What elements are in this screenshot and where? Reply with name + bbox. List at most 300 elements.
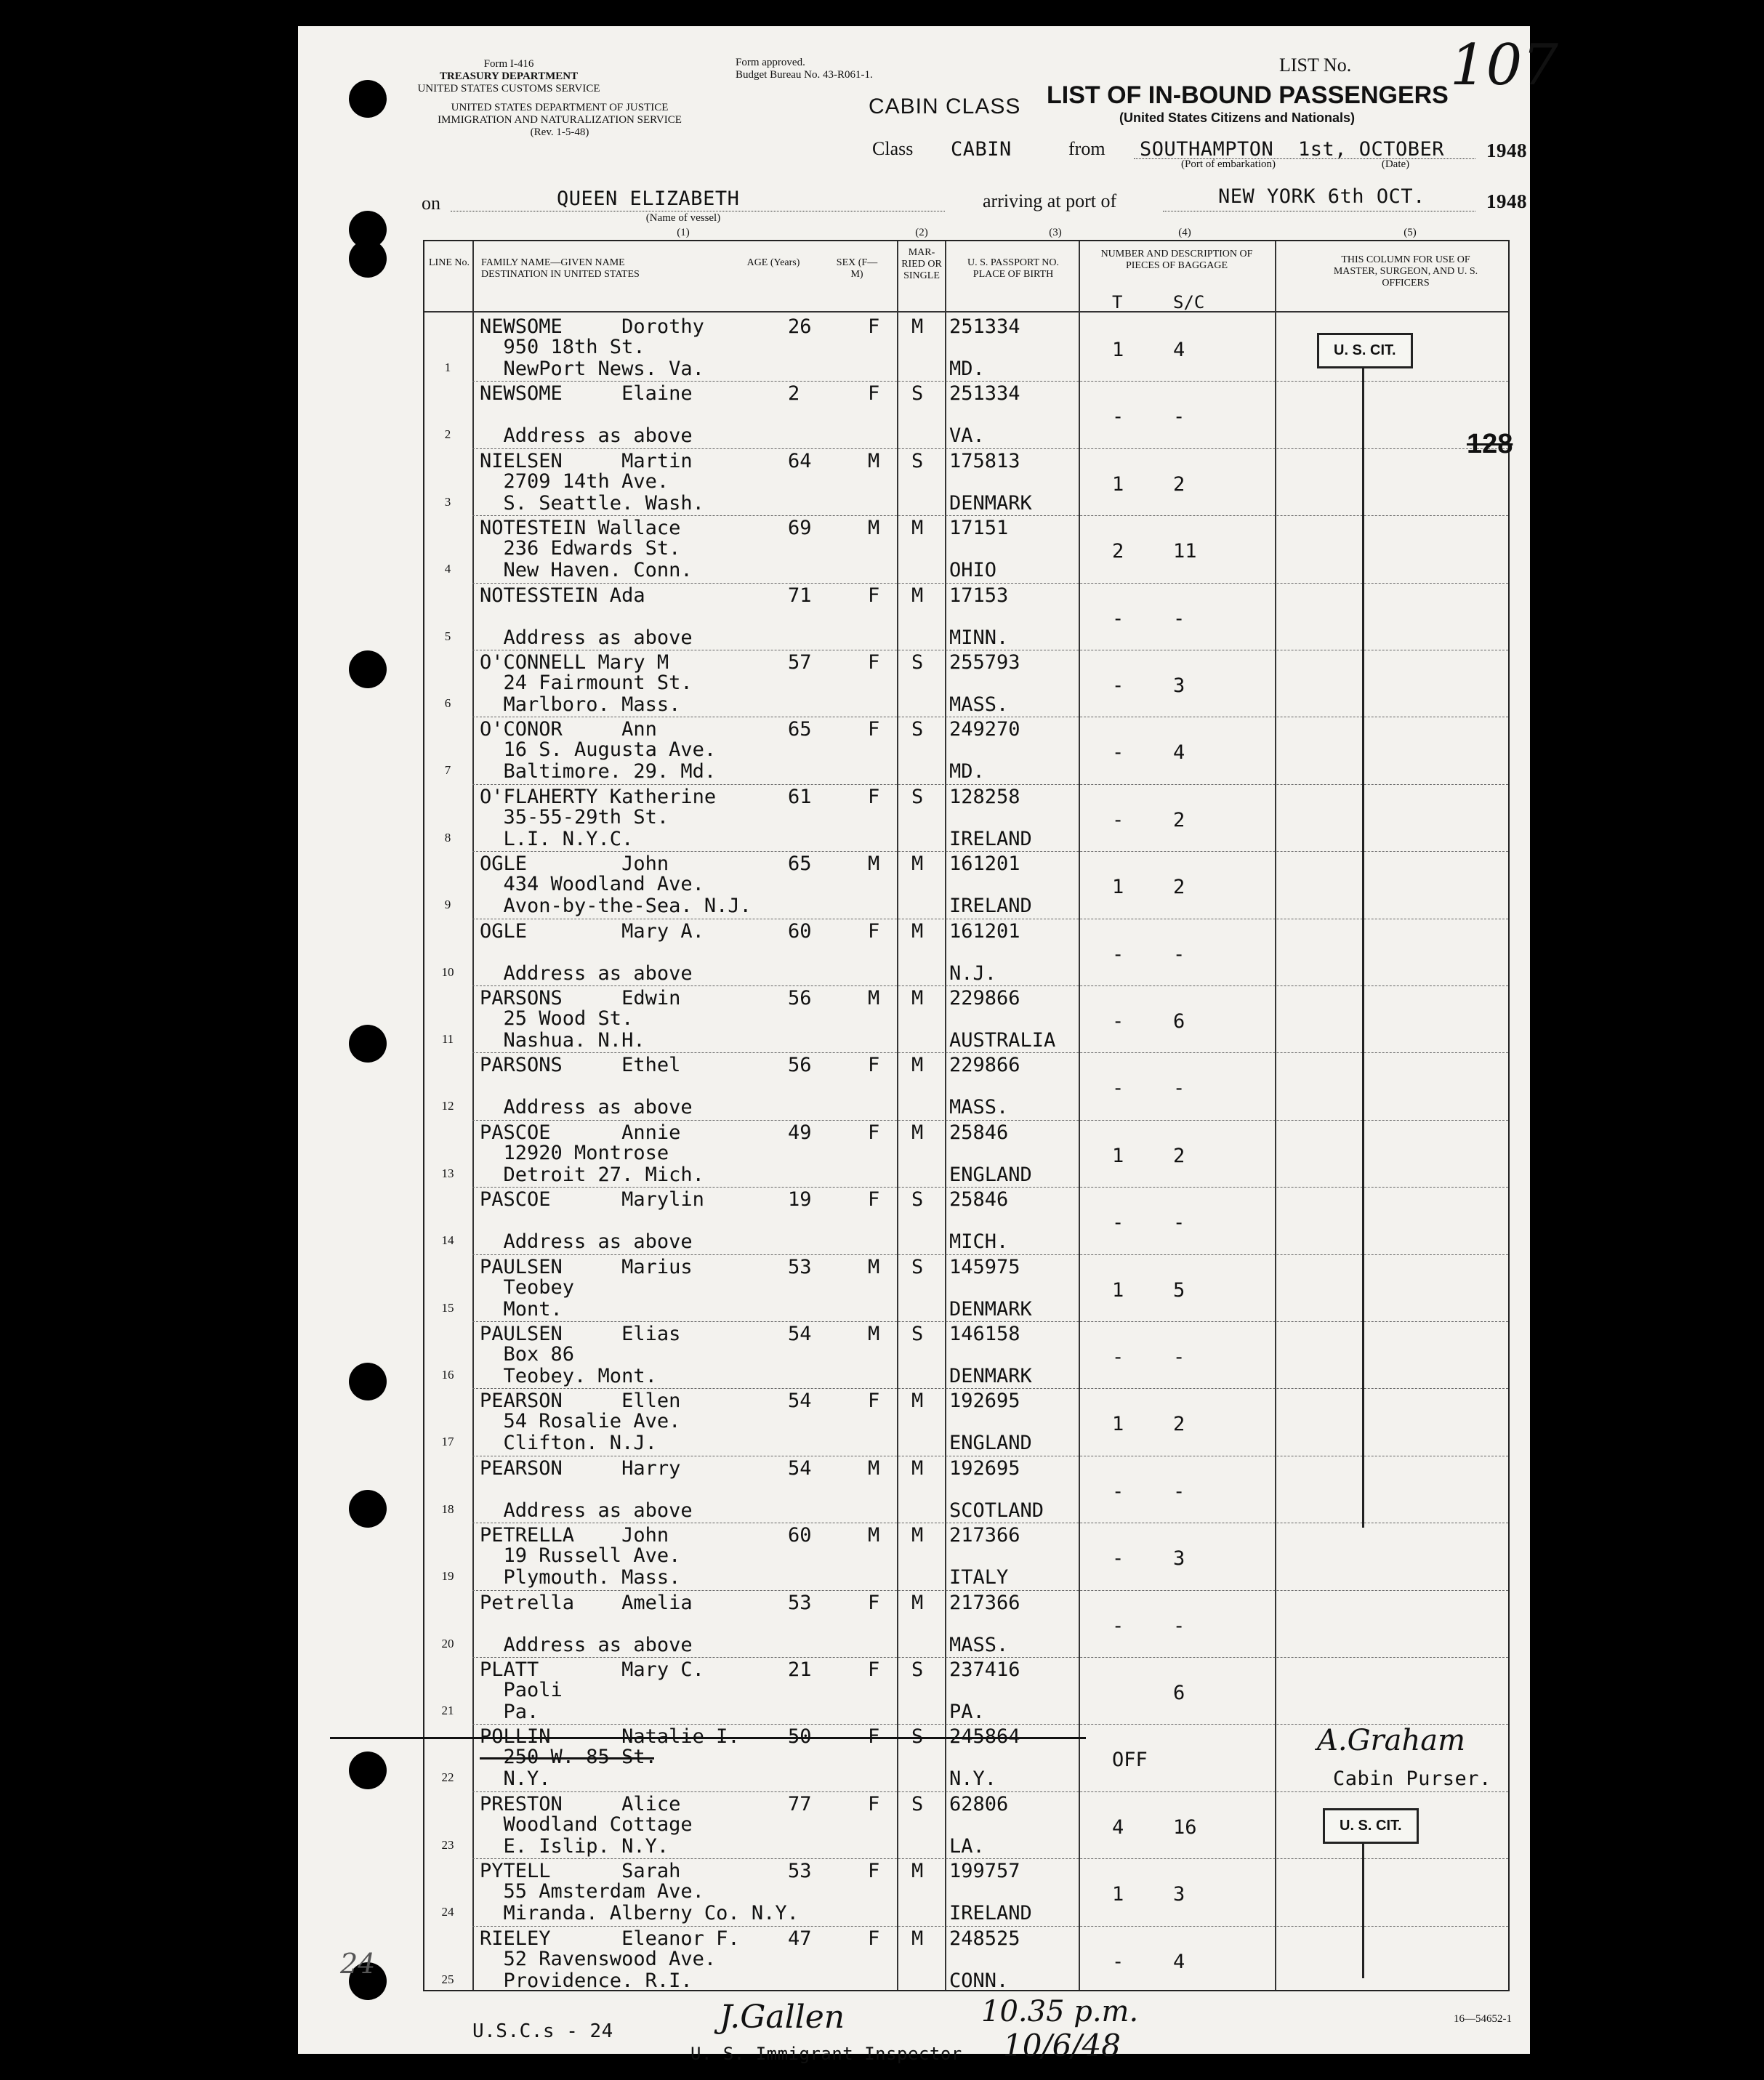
table-row — [424, 1254, 1508, 1321]
address-line-2: Avon-by-the-Sea. N.J. — [480, 895, 752, 918]
place-of-birth: OHIO — [949, 559, 997, 582]
age: 54 — [788, 1456, 812, 1480]
age: 54 — [788, 1323, 812, 1345]
marital-status: M — [911, 852, 924, 876]
address-line-2: Baltimore. 29. Md. — [480, 760, 717, 783]
address-line-1: 236 Edwards St. — [480, 537, 681, 560]
baggage-trunks: - — [1112, 741, 1124, 765]
strike-through — [480, 1757, 654, 1759]
passport-number: 251334 — [949, 382, 1020, 406]
table-row — [424, 1590, 1508, 1657]
address-line-2: Address as above — [480, 962, 693, 985]
purser-signature: A.Graham — [1317, 1724, 1466, 1757]
age: 71 — [788, 584, 812, 607]
place-of-birth: MICH. — [949, 1230, 1009, 1254]
line-number: 9 — [444, 898, 451, 912]
passenger-name: PAULSEN Elias — [480, 1323, 681, 1345]
col-baggage-sc: S/C — [1173, 292, 1205, 313]
revision: (Rev. 1-5-48) — [530, 126, 589, 138]
address-line-2: Providence. R.I. — [480, 1969, 693, 1992]
passport-number: 237416 — [949, 1658, 1020, 1681]
place-of-birth: PA. — [949, 1701, 985, 1723]
passenger-name: OGLE John — [480, 852, 669, 876]
col-name: FAMILY NAME—GIVEN NAME DESTINATION IN UNITED STATES — [481, 257, 640, 280]
passport-number: 251334 — [949, 315, 1020, 338]
col-baggage: NUMBER AND DESCRIPTION OF PIECES OF BAGGAGE — [1100, 249, 1253, 271]
marital-status: S — [911, 449, 924, 472]
sex: F — [868, 584, 880, 607]
marital-status: S — [911, 718, 924, 741]
address-line-2: N.Y. — [480, 1767, 551, 1791]
sex: M — [868, 449, 880, 472]
address-line-1: 35-55-29th St. — [480, 805, 669, 829]
sex: F — [868, 1054, 880, 1077]
inspector-signature: J.Gallen — [720, 1999, 845, 2036]
marital-status: M — [911, 1456, 924, 1480]
address-line-1: 950 18th St. — [480, 336, 645, 358]
baggage-suitcases: 3 — [1173, 1547, 1185, 1571]
punch-hole — [349, 1025, 387, 1063]
table-row — [424, 1388, 1508, 1455]
age: 2 — [788, 382, 800, 406]
passport-number: 249270 — [949, 718, 1020, 741]
passenger-name: Petrella Amelia — [480, 1591, 693, 1614]
citizen-bracket-line — [1362, 1826, 1364, 1978]
address-line-1: 24 Fairmount St. — [480, 672, 693, 694]
sex: F — [868, 382, 880, 406]
address-line-2: S. Seattle. Wash. — [480, 491, 704, 515]
col-age: AGE (Years) — [746, 257, 800, 268]
sex: F — [868, 1390, 880, 1413]
baggage-suitcases: - — [1173, 1480, 1185, 1503]
baggage-trunks: - — [1112, 674, 1124, 697]
header-rule — [424, 311, 1508, 313]
passenger-name: POLLIN Natalie I. — [480, 1725, 740, 1749]
baggage-suitcases: - — [1173, 1077, 1185, 1100]
age: 57 — [788, 651, 812, 674]
passenger-name: PRESTON Alice — [480, 1792, 681, 1815]
marital-status: M — [911, 315, 924, 338]
age: 69 — [788, 517, 812, 540]
baggage-trunks: 1 — [1112, 1883, 1124, 1906]
sex: F — [868, 1188, 880, 1212]
col-num-4: (4) — [1178, 227, 1191, 238]
port-of-embarkation: SOUTHAMPTON — [1140, 138, 1274, 161]
table-row — [424, 1456, 1508, 1523]
passenger-name: NEWSOME Elaine — [480, 382, 693, 406]
passenger-name: O'CONOR Ann — [480, 718, 657, 741]
baggage-suitcases: 2 — [1173, 876, 1185, 899]
place-of-birth: IRELAND — [949, 827, 1032, 850]
passport-number: 17151 — [949, 517, 1009, 540]
place-of-birth: DENMARK — [949, 1297, 1032, 1321]
sex: M — [868, 1456, 880, 1480]
baggage-trunks: - — [1112, 406, 1124, 429]
baggage-trunks: - — [1112, 1614, 1124, 1637]
passport-number: 175813 — [949, 449, 1020, 472]
address-line-1: 2709 14th Ave. — [480, 469, 669, 493]
address-line-1: 25 Wood St. — [480, 1007, 634, 1030]
table-row — [424, 717, 1508, 783]
line-number: 12 — [441, 1099, 454, 1113]
passport-number: 146158 — [949, 1323, 1020, 1345]
address-line-2: New Haven. Conn. — [480, 559, 693, 582]
form-header-left — [414, 58, 603, 95]
age: 77 — [788, 1792, 812, 1815]
table-row — [424, 515, 1508, 582]
baggage-trunks: 4 — [1112, 1815, 1124, 1839]
address-line-1: 55 Amsterdam Ave. — [480, 1880, 704, 1903]
baggage-trunks: - — [1112, 1346, 1124, 1368]
marital-status: M — [911, 987, 924, 1009]
arrival-port-date: NEW YORK 6th OCT. — [1218, 185, 1425, 208]
place-of-birth: AUSTRALIA — [949, 1029, 1056, 1052]
line-number: 7 — [444, 763, 451, 778]
place-of-birth: N.Y. — [949, 1767, 997, 1791]
customs-service: UNITED STATES CUSTOMS SERVICE — [417, 83, 600, 94]
marital-status: M — [911, 1591, 924, 1614]
table-row — [424, 851, 1508, 918]
arriving-label: arriving at port of — [983, 190, 1117, 211]
address-line-1: 19 Russell Ave. — [480, 1544, 681, 1568]
port-caption: (Port of embarkation) — [1181, 158, 1276, 170]
marital-status: M — [911, 1054, 924, 1077]
col-officers: THIS COLUMN FOR USE OF MASTER, SURGEON, AND U. S. OFFICERS — [1333, 254, 1478, 289]
baggage-trunks: - — [1112, 1547, 1124, 1571]
address-line-1: 54 Rosalie Ave. — [480, 1410, 681, 1433]
address-line-1: 434 Woodland Ave. — [480, 873, 704, 896]
baggage-suitcases: 3 — [1173, 674, 1185, 697]
form-header-justice — [407, 102, 712, 139]
on-label: on — [422, 193, 440, 214]
line-number: 25 — [441, 1972, 454, 1986]
class-label: Class — [872, 138, 914, 159]
sex: F — [868, 1927, 880, 1950]
sex: F — [868, 1860, 880, 1883]
table-row — [424, 1321, 1508, 1388]
marital-status: M — [911, 517, 924, 540]
place-of-birth: ENGLAND — [949, 1163, 1032, 1186]
punch-hole — [349, 1490, 387, 1528]
punch-hole — [349, 80, 387, 118]
embarkation-year: 1948 — [1486, 140, 1527, 161]
passport-number: 229866 — [949, 987, 1020, 1009]
baggage-suitcases: 6 — [1173, 1010, 1185, 1033]
baggage-suitcases: - — [1173, 1346, 1185, 1368]
baggage-trunks: - — [1112, 1212, 1124, 1235]
form-approved: Form approved. — [736, 57, 805, 68]
passenger-name: PARSONS Ethel — [480, 1054, 681, 1077]
age: 50 — [788, 1725, 812, 1749]
marital-status: S — [911, 1323, 924, 1345]
baggage-trunks: - — [1112, 808, 1124, 831]
sex: F — [868, 315, 880, 338]
date-note: 10/6/48 — [1003, 2028, 1121, 2063]
passenger-name: OGLE Mary A. — [480, 919, 704, 943]
address-line-2: Address as above — [480, 1230, 693, 1254]
baggage-suitcases: - — [1173, 1614, 1185, 1637]
address-line-2: Address as above — [480, 1633, 693, 1656]
address-line-2: Mont. — [480, 1297, 563, 1321]
marital-status: S — [911, 1725, 924, 1749]
form-code: 16—54652-1 — [1454, 2013, 1512, 2025]
baggage-suitcases: 3 — [1173, 1883, 1185, 1906]
passenger-name: PAULSEN Marius — [480, 1255, 693, 1278]
line-number: 1 — [444, 360, 451, 374]
sex: M — [868, 517, 880, 540]
marital-status: S — [911, 1658, 924, 1681]
passport-number: 25846 — [949, 1121, 1009, 1144]
passport-number: 161201 — [949, 919, 1020, 943]
address-line-2: Address as above — [480, 626, 693, 649]
sex: F — [868, 919, 880, 943]
place-of-birth: MASS. — [949, 693, 1009, 716]
passport-number: 145975 — [949, 1255, 1020, 1278]
line-number: 17 — [441, 1435, 454, 1449]
passenger-name: O'FLAHERTY Katherine — [480, 785, 717, 808]
col-num-2: (2) — [915, 227, 928, 238]
line-number: 19 — [441, 1569, 454, 1584]
address-line-1: Box 86 — [480, 1343, 575, 1366]
passport-number: 128258 — [949, 785, 1020, 808]
date-caption: (Date) — [1381, 158, 1410, 170]
table-row — [424, 381, 1508, 448]
time-note: 10.35 p.m. — [981, 1995, 1139, 2028]
age: 61 — [788, 785, 812, 808]
baggage-suitcases: 2 — [1173, 1144, 1185, 1167]
table-row — [424, 1187, 1508, 1254]
line-number: 24 — [441, 1905, 454, 1919]
inspector-title: U. S. Immigrant Inspector — [690, 2044, 962, 2064]
baggage-trunks: 1 — [1112, 1144, 1124, 1167]
age: 56 — [788, 987, 812, 1009]
line-number: 6 — [444, 696, 451, 710]
sex: F — [868, 651, 880, 674]
citizen-bracket-line — [1362, 365, 1364, 1528]
line-number: 2 — [444, 427, 451, 442]
passenger-name: NIELSEN Martin — [480, 449, 693, 472]
marital-status: M — [911, 1121, 924, 1144]
baggage-suitcases: - — [1173, 406, 1185, 429]
place-of-birth: ITALY — [949, 1566, 1009, 1589]
table-row — [424, 1523, 1508, 1589]
passenger-name: NEWSOME Dorothy — [480, 315, 704, 338]
col-sex: SEX (F—M) — [836, 257, 878, 280]
sex: F — [868, 1121, 880, 1144]
address-line-2: L.I. N.Y.C. — [480, 827, 634, 850]
punch-hole — [349, 650, 387, 688]
passport-number: 17153 — [949, 584, 1009, 607]
marital-status: M — [911, 1927, 924, 1950]
address-line-2: Detroit 27. Mich. — [480, 1163, 704, 1186]
passport-number: 192695 — [949, 1456, 1020, 1480]
line-number: 22 — [441, 1770, 454, 1785]
address-line-1: 12920 Montrose — [480, 1141, 669, 1164]
age: 53 — [788, 1860, 812, 1883]
age: 47 — [788, 1927, 812, 1950]
address-line-2: Address as above — [480, 1499, 693, 1522]
marital-status: S — [911, 1188, 924, 1212]
place-of-birth: MINN. — [949, 626, 1009, 649]
vessel-caption: (Name of vessel) — [645, 212, 721, 224]
table-row — [424, 1052, 1508, 1119]
passport-number: 199757 — [949, 1860, 1020, 1883]
baggage-trunks: 1 — [1112, 1413, 1124, 1436]
address-line-1: Paoli — [480, 1679, 563, 1701]
baggage-suitcases: 5 — [1173, 1278, 1185, 1302]
line-number: 10 — [441, 964, 454, 979]
place-of-birth: N.J. — [949, 962, 997, 985]
passenger-name: NOTESSTEIN Ada — [480, 584, 645, 607]
marital-status: S — [911, 1792, 924, 1815]
budget-bureau: Budget Bureau No. 43-R061-1. — [736, 69, 873, 81]
table-row — [424, 919, 1508, 985]
baggage-suitcases: 11 — [1173, 540, 1197, 563]
age: 54 — [788, 1390, 812, 1413]
count-note: 128 — [1467, 429, 1513, 459]
baggage-suitcases: - — [1173, 607, 1185, 630]
age: 19 — [788, 1188, 812, 1212]
age: 60 — [788, 1524, 812, 1547]
passenger-name: PASCOE Annie — [480, 1121, 681, 1144]
age: 60 — [788, 919, 812, 943]
age: 64 — [788, 449, 812, 472]
place-of-birth: ENGLAND — [949, 1432, 1032, 1455]
col-line-no: LINE No. — [429, 257, 470, 268]
table-row — [424, 1120, 1508, 1187]
line-number: 20 — [441, 1636, 454, 1650]
address-line-1: 250 W. 85 St. — [480, 1746, 657, 1769]
marital-status: M — [911, 584, 924, 607]
sex: F — [868, 785, 880, 808]
address-line-2: Plymouth. Mass. — [480, 1566, 681, 1589]
age: 49 — [788, 1121, 812, 1144]
passport-number: 25846 — [949, 1188, 1009, 1212]
passenger-name: PARSONS Edwin — [480, 987, 681, 1009]
arrival-year: 1948 — [1486, 190, 1527, 212]
baggage-trunks: - — [1112, 943, 1124, 966]
usc-total: U.S.C.s - 24 — [472, 2020, 613, 2042]
embarkation-date: 1st, OCTOBER — [1298, 138, 1445, 161]
passenger-name: NOTESTEIN Wallace — [480, 517, 681, 540]
address-line-1: 16 S. Augusta Ave. — [480, 738, 717, 762]
baggage-trunks: - — [1112, 1950, 1124, 1973]
table-row — [424, 1657, 1508, 1724]
baggage-trunks: OFF — [1112, 1749, 1148, 1772]
passport-number: 217366 — [949, 1591, 1020, 1614]
passport-number: 217366 — [949, 1524, 1020, 1547]
age: 65 — [788, 852, 812, 876]
baggage-trunks: 1 — [1112, 339, 1124, 361]
baggage-trunks: - — [1112, 1010, 1124, 1033]
address-line-1: Woodland Cottage — [480, 1813, 693, 1836]
sex: M — [868, 1255, 880, 1278]
age: 21 — [788, 1658, 812, 1681]
place-of-birth: DENMARK — [949, 1365, 1032, 1387]
budget-approval — [736, 57, 954, 81]
line-number: 18 — [441, 1501, 454, 1516]
age: 65 — [788, 718, 812, 741]
age: 56 — [788, 1054, 812, 1077]
place-of-birth: IRELAND — [949, 895, 1032, 918]
line-number: 16 — [441, 1368, 454, 1382]
line-number: 4 — [444, 562, 451, 576]
passenger-name: O'CONNELL Mary M — [480, 651, 669, 674]
col-baggage-t: T — [1112, 292, 1123, 313]
line-number: 8 — [444, 830, 451, 845]
manifest-title: LIST OF IN-BOUND PASSENGERS — [1047, 81, 1449, 109]
address-line-2: Pa. — [480, 1701, 539, 1723]
marital-status: M — [911, 1860, 924, 1883]
address-line-2: E. Islip. N.Y. — [480, 1834, 669, 1858]
sex: M — [868, 1524, 880, 1547]
baggage-suitcases: 2 — [1173, 1413, 1185, 1436]
baggage-trunks: - — [1112, 1077, 1124, 1100]
sex: F — [868, 1658, 880, 1681]
address-line-2: Address as above — [480, 424, 693, 448]
sex: M — [868, 987, 880, 1009]
passenger-name: PETRELLA John — [480, 1524, 669, 1547]
place-of-birth: CONN. — [949, 1969, 1009, 1992]
table-row — [424, 1858, 1508, 1925]
passenger-name: PEARSON Harry — [480, 1456, 681, 1480]
baggage-suitcases: 16 — [1173, 1815, 1197, 1839]
table-row — [424, 448, 1508, 515]
place-of-birth: LA. — [949, 1834, 985, 1858]
marital-status: S — [911, 382, 924, 406]
punch-hole — [349, 1363, 387, 1400]
address-line-2: Teobey. Mont. — [480, 1365, 657, 1387]
age: 53 — [788, 1591, 812, 1614]
ins-service: IMMIGRATION AND NATURALIZATION SERVICE — [438, 114, 682, 126]
line-number: 23 — [441, 1837, 454, 1852]
age: 53 — [788, 1255, 812, 1278]
passenger-name: PLATT Mary C. — [480, 1658, 704, 1681]
place-of-birth: VA. — [949, 424, 985, 448]
table-row — [424, 583, 1508, 650]
punch-hole — [349, 1752, 387, 1789]
passport-number: 192695 — [949, 1390, 1020, 1413]
baggage-trunks: 1 — [1112, 876, 1124, 899]
purser-title: Cabin Purser. — [1333, 1767, 1491, 1790]
line-number: 5 — [444, 629, 451, 643]
sex: F — [868, 1591, 880, 1614]
marital-status: S — [911, 651, 924, 674]
sex: M — [868, 1323, 880, 1345]
class-value: CABIN — [951, 138, 1012, 161]
margin-number: 24 — [340, 1948, 376, 1980]
passport-number: 229866 — [949, 1054, 1020, 1077]
baggage-suitcases: 4 — [1173, 741, 1185, 765]
address-line-1: 52 Ravenswood Ave. — [480, 1947, 717, 1970]
passenger-name: PEARSON Ellen — [480, 1390, 681, 1413]
table-row — [424, 1926, 1508, 1993]
line-number: 13 — [441, 1166, 454, 1180]
place-of-birth: MASS. — [949, 1096, 1009, 1119]
place-of-birth: MD. — [949, 358, 985, 380]
passenger-name: PYTELL Sarah — [480, 1860, 681, 1883]
baggage-trunks: - — [1112, 1480, 1124, 1503]
baggage-suitcases: 6 — [1173, 1682, 1185, 1704]
marital-status: M — [911, 919, 924, 943]
marital-status: M — [911, 1390, 924, 1413]
col-num-3: (3) — [1049, 227, 1062, 238]
line-number: 11 — [441, 1032, 454, 1046]
place-of-birth: DENMARK — [949, 491, 1032, 515]
address-line-2: Miranda. Alberny Co. N.Y. — [480, 1902, 799, 1925]
baggage-suitcases: 2 — [1173, 472, 1185, 496]
sex: F — [868, 718, 880, 741]
